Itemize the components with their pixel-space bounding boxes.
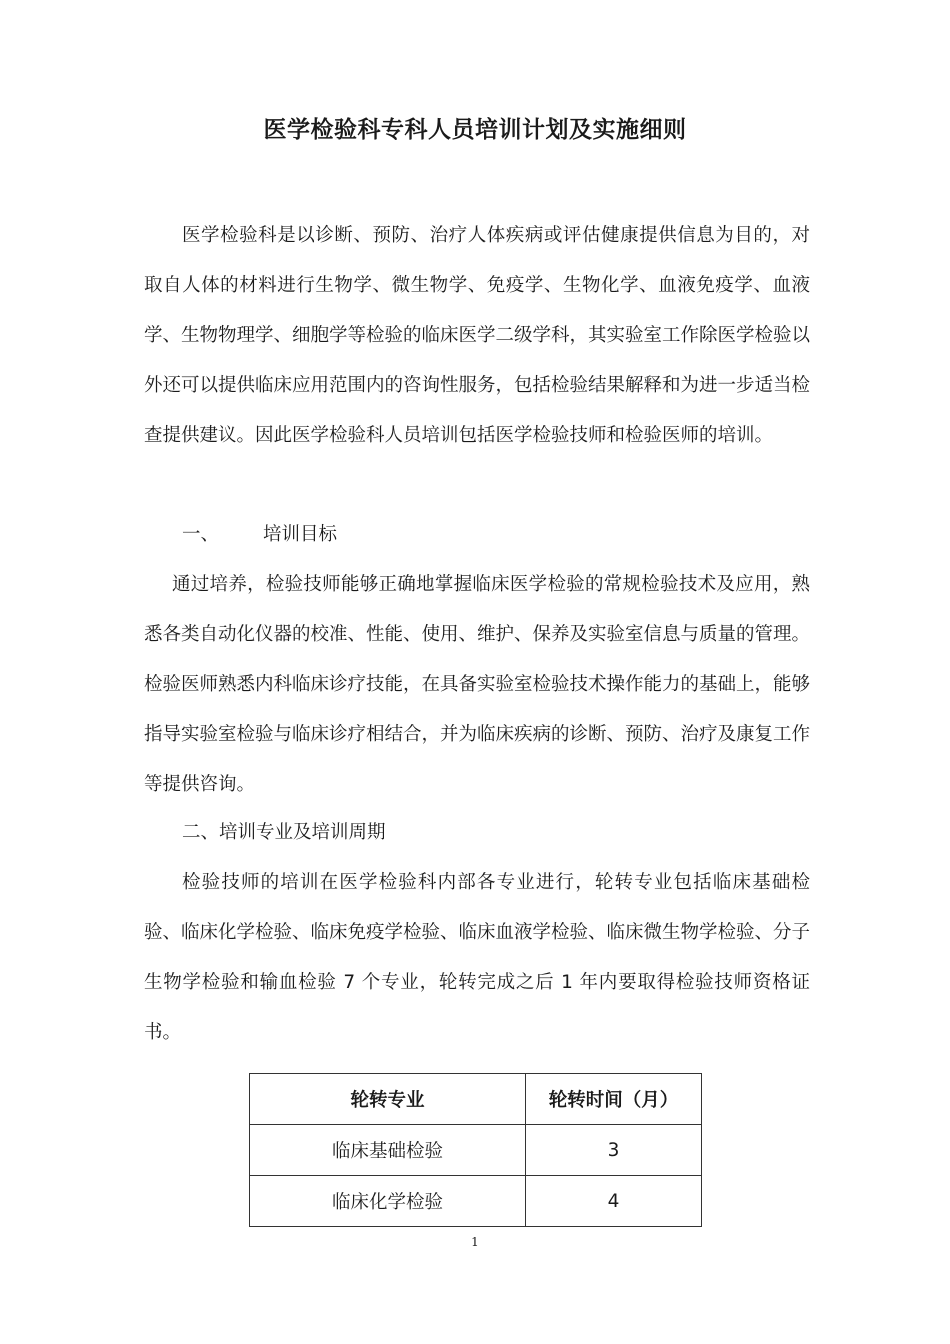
table-row (250, 1176, 702, 1227)
section2-heading: 二、培训专业及培训周期 (182, 822, 386, 843)
section2-paragraph: 检验技师的培训在医学检验科内部各专业进行，轮转专业包括临床基础检验、临床化学检验、临床免疫学检验、临床血液学检验、临床微生物学检验、分子生物学检验和输血检验 7 个专业，轮转完成之后 1 年内要取得检验技师资格证书。 (144, 872, 811, 1043)
section1-number: 一、 (182, 524, 220, 545)
row-major-cell: 临床基础检验 (250, 1125, 526, 1176)
row-months-cell: 3 (525, 1125, 701, 1176)
header-major: 轮转专业 (250, 1074, 526, 1125)
intro-paragraph: 医学检验科是以诊断、预防、治疗人体疾病或评估健康提供信息为目的，对取自人体的材料进行生物学、微生物学、免疫学、生物化学、血液免疫学、血液学、生物物理学、细胞学等检验的临床医学二级学科，其实验室工作除医学检验以外还可以提供临床应用范围内的咨询性服务，包括检验结果解释和为进一步适当检查提供建议。因此医学检验科人员培训包括医学检验技师和检验医师的培训。 (144, 225, 811, 446)
document-title: 医学检验科专科人员培训计划及实施细则 (263, 117, 687, 143)
page-number: 1 (471, 1235, 479, 1249)
section1-paragraph: 通过培养，检验技师能够正确地掌握临床医学检验的常规检验技术及应用，熟悉各类自动化仪器的校准、性能、使用、维护、保养及实验室信息与质量的管理。检验医师熟悉内科临床诊疗技能，在具备实验室检验技术操作能力的基础上，能够指导实验室检验与临床诊疗相结合，并为临床疾病的诊断、预防、治疗及康复工作等提供咨询。 (144, 574, 811, 795)
row-major-cell: 临床化学检验 (250, 1176, 526, 1227)
section1-title: 培训目标 (263, 524, 338, 545)
table-row (250, 1125, 702, 1176)
table-header-row (250, 1074, 702, 1125)
header-months: 轮转时间（月） (525, 1074, 701, 1125)
rotation-table (249, 1073, 702, 1227)
row-months-cell: 4 (525, 1176, 701, 1227)
section1-heading (182, 510, 337, 560)
